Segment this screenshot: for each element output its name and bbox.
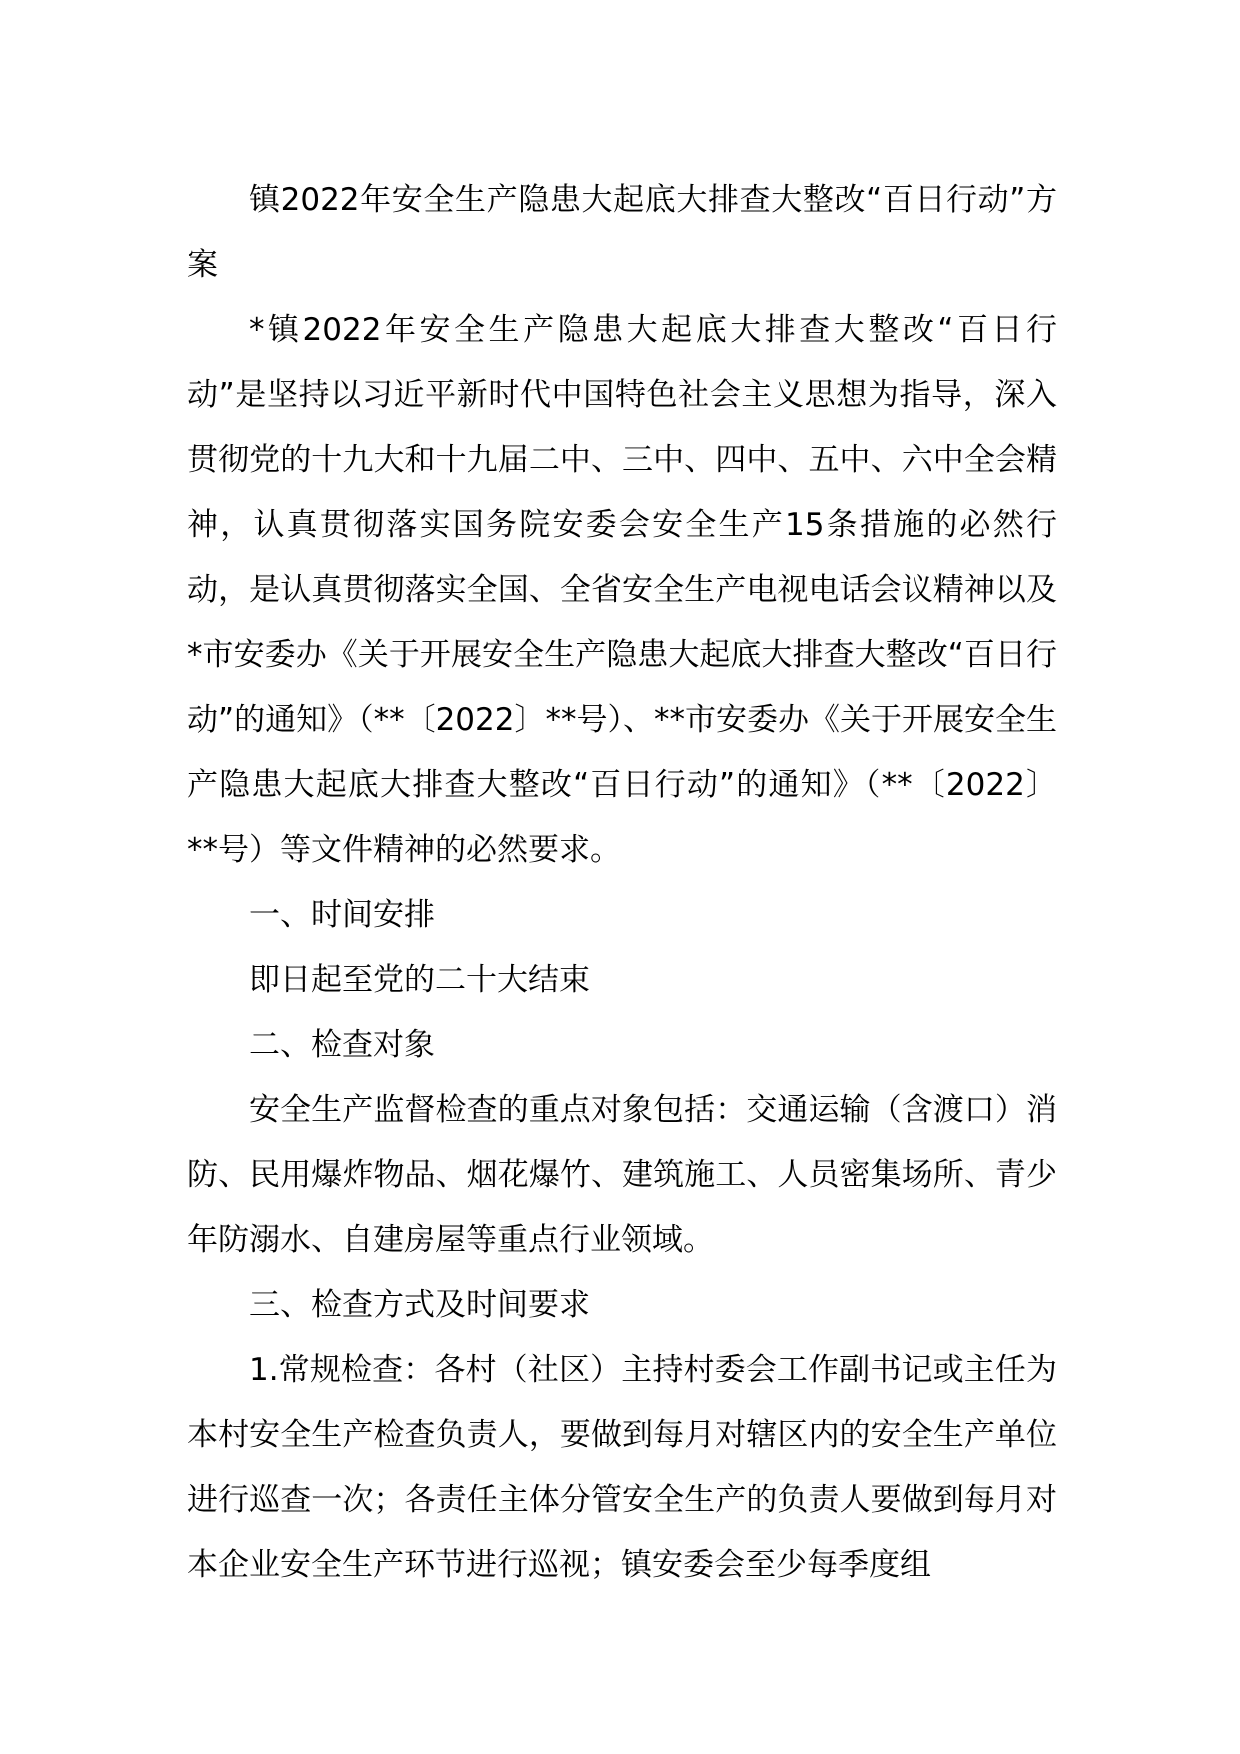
document-title: 镇2022年安全生产隐患大起底大排查大整改“百日行动”方案 — [187, 182, 1057, 283]
paragraph-inspection-targets: 安全生产监督检查的重点对象包括：交通运输（含渡口）消防、民用爆炸物品、烟花爆竹、建筑施工、人员密集场所、青少年防溺水、自建房屋等重点行业领域。 — [187, 1092, 1057, 1258]
paragraph-routine-inspection: 1.常规检查：各村（社区）主持村委会工作副书记或主任为本村安全生产检查负责人，要做到每月对辖区内的安全生产单位进行巡查一次；各责任主体分管安全生产的负责人要做到每月对本企业安全生产环节进行巡视；镇安委会至少每季度组 — [187, 1352, 1057, 1583]
heading-inspection-methods: 三、检查方式及时间要求 — [249, 1287, 590, 1323]
paragraph-intro: *镇2022年安全生产隐患大起底大排查大整改“百日行动”是坚持以习近平新时代中国特色社会主义思想为指导，深入贯彻党的十九大和十九届二中、三中、四中、五中、六中全会精神，认真贯彻落实国务院安委会安全生产15条措施的必然行动，是认真贯彻落实全国、全省安全生产电视电话会议精神以及*市安委办《关于开展安全生产隐患大起底大排查大整改“百日行动”的通知》（**〔2022〕**号）、**市安委办《关于开展安全生产隐患大起底大排查大整改“百日行动”的通知》（**〔2022〕**号）等文件精神的必然要求。 — [187, 312, 1057, 868]
heading-time-arrangement: 一、时间安排 — [249, 897, 435, 933]
document-body — [187, 168, 1057, 1598]
paragraph-time-arrangement: 即日起至党的二十大结束 — [249, 962, 590, 998]
heading-inspection-targets: 二、检查对象 — [249, 1027, 435, 1063]
